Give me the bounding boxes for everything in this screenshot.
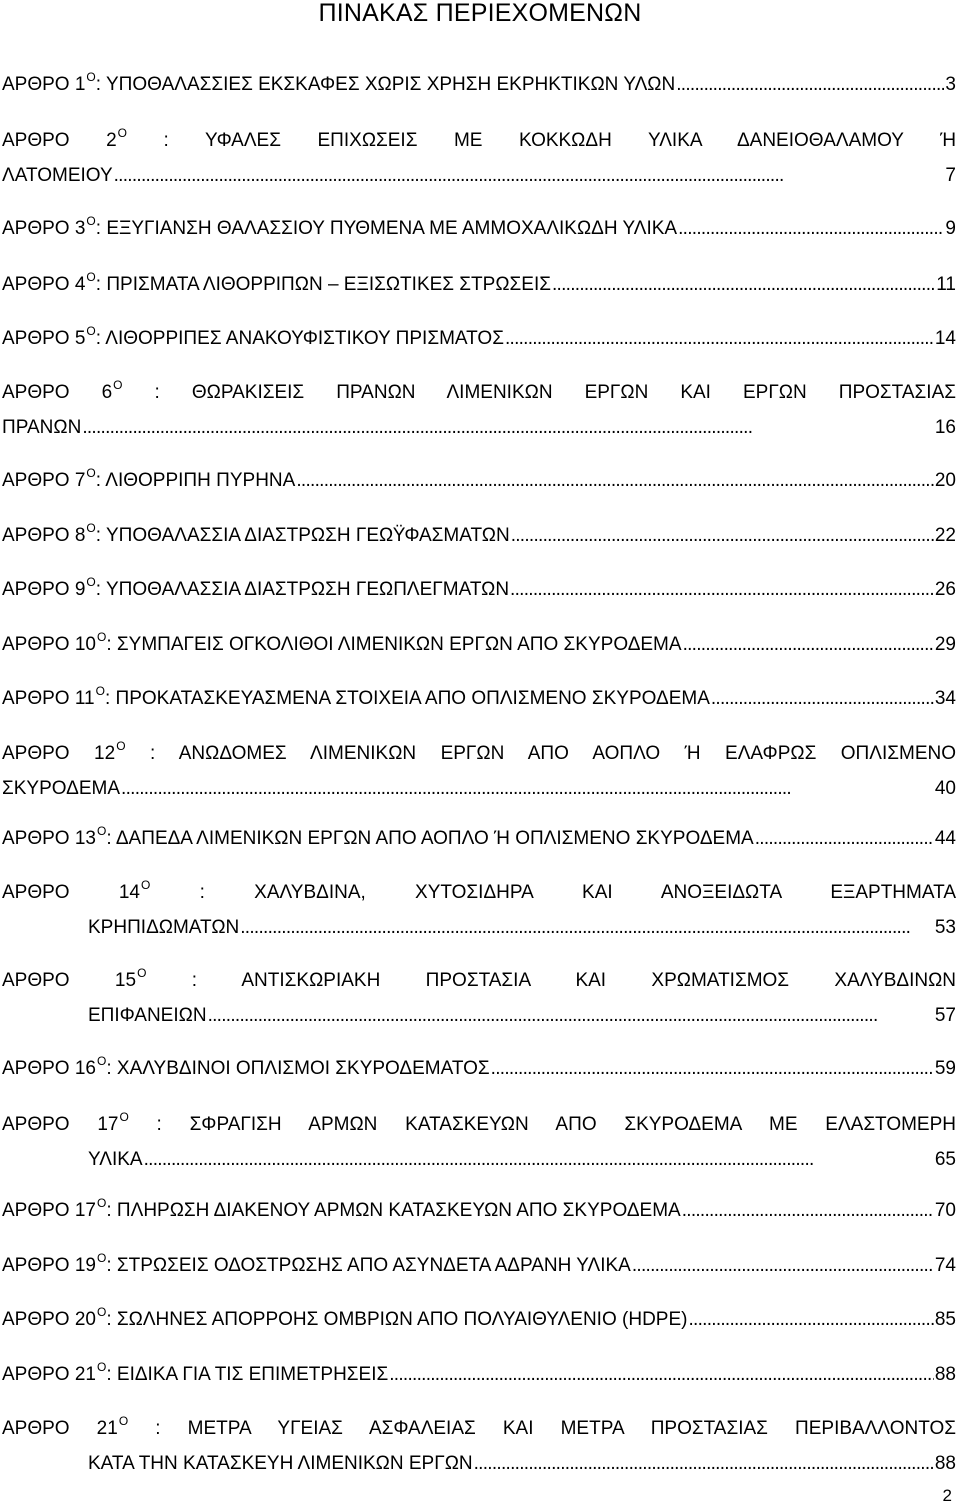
toc-page-number: 26 <box>934 579 956 600</box>
toc-entry[interactable] <box>2 822 956 857</box>
article-number: ΑΡΘΡΟ 17 <box>2 1200 96 1221</box>
toc-entry-title: : ΠΡΙΣΜΑΤΑ ΛΙΘΟΡΡΙΠΩΝ – ΕΞΙΣΩΤΙΚΕΣ ΣΤΡΩΣΕΙΣ <box>95 274 551 295</box>
ordinal-superscript: Ο <box>119 1110 129 1124</box>
toc-entry[interactable] <box>2 268 956 303</box>
ordinal-superscript: Ο <box>86 70 96 84</box>
article-number: ΑΡΘΡΟ 4 <box>2 274 86 295</box>
ordinal-superscript: Ο <box>137 966 147 980</box>
dot-leader <box>552 268 935 302</box>
dot-leader <box>505 322 934 356</box>
toc-entry-title-continued: ΠΡΑΝΩΝ <box>2 417 82 438</box>
toc-page-number: 29 <box>934 634 956 655</box>
toc-page-number: 88 <box>934 1364 956 1385</box>
toc-entry[interactable] <box>2 519 956 554</box>
article-number: ΑΡΘΡΟ 8 <box>2 525 86 546</box>
toc-entry-title: : ΣΥΜΠΑΓΕΙΣ ΟΓΚΟΛΙΘΟΙ ΛΙΜΕΝΙΚΩΝ ΕΡΓΩΝ ΑΠΟ ΣΚΥΡΟΔΕΜΑ <box>106 634 682 655</box>
dot-leader <box>510 573 934 607</box>
page-number: 2 <box>942 1486 952 1505</box>
toc-entry-title: : ΠΛΗΡΩΣΗ ΔΙΑΚΕΝΟΥ ΑΡΜΩΝ ΚΑΤΑΣΚΕΥΩΝ ΑΠΟ ΣΚΥΡΟΔΕΜΑ <box>106 1200 681 1221</box>
article-number: ΑΡΘΡΟ 21 <box>2 1418 118 1439</box>
ordinal-superscript: Ο <box>97 1251 107 1265</box>
dot-leader <box>144 1143 934 1177</box>
article-number: ΑΡΘΡΟ 1 <box>2 74 86 95</box>
toc-entry[interactable] <box>2 1412 956 1481</box>
dot-leader <box>682 1194 934 1228</box>
dot-leader <box>208 999 934 1033</box>
ordinal-superscript: Ο <box>86 324 96 338</box>
toc-entry-title: : ΣΤΡΩΣΕΙΣ ΟΔΟΣΤΡΩΣΗΣ ΑΠΟ ΑΣΥΝΔΕΤΑ ΑΔΡΑΝΗ ΥΛΙΚΑ <box>106 1255 631 1276</box>
page-title: ΠΙΝΑΚΑΣ ΠΕΡΙΕΧΟΜΕΝΩΝ <box>318 0 642 27</box>
toc-entry-title-continued: ΛΑΤΟΜΕΙΟΥ <box>2 165 113 186</box>
article-number: ΑΡΘΡΟ 21 <box>2 1364 96 1385</box>
dot-leader <box>678 212 944 246</box>
ordinal-superscript: Ο <box>97 1054 107 1068</box>
ordinal-superscript: Ο <box>86 466 96 480</box>
toc-entry[interactable] <box>2 964 956 1033</box>
toc-page-number: 14 <box>934 328 956 349</box>
article-number: ΑΡΘΡΟ 5 <box>2 328 86 349</box>
ordinal-superscript: Ο <box>97 824 107 838</box>
article-number: ΑΡΘΡΟ 16 <box>2 1058 96 1079</box>
toc-page-number: 16 <box>934 417 956 438</box>
toc-entry[interactable] <box>2 737 956 806</box>
article-number: ΑΡΘΡΟ 20 <box>2 1309 96 1330</box>
toc-page-number: 88 <box>934 1453 956 1474</box>
toc-entry-title-continued: ΣΚΥΡΟΔΕΜΑ <box>2 778 121 799</box>
toc-page-number: 11 <box>936 274 956 295</box>
article-number: ΑΡΘΡΟ 2 <box>2 130 117 151</box>
toc-page-number: 3 <box>945 74 956 95</box>
toc-page-number: 70 <box>934 1200 956 1221</box>
dot-leader <box>474 1447 934 1481</box>
ordinal-superscript: Ο <box>97 1196 107 1210</box>
toc-entry-title: : ΑΝΤΙΣΚΩΡΙΑΚΗ ΠΡΟΣΤΑΣΙΑ ΚΑΙ ΧΡΩΜΑΤΙΣΜΟΣ ΧΑΛΥΒΔΙΝΩΝ <box>191 970 956 991</box>
toc-entry[interactable] <box>2 628 956 663</box>
ordinal-superscript: Ο <box>86 214 96 228</box>
toc-entry-title: : ΥΠΟΘΑΛΑΣΣΙΑ ΔΙΑΣΤΡΩΣΗ ΓΕΩΠΛΕΓΜΑΤΩΝ <box>95 579 510 600</box>
toc-page-number: 44 <box>934 828 956 849</box>
article-number: ΑΡΘΡΟ 3 <box>2 218 86 239</box>
dot-leader <box>240 911 934 945</box>
toc-entry-title: : ΔΑΠΕΔΑ ΛΙΜΕΝΙΚΩΝ ΕΡΓΩΝ ΑΠΟ ΑΟΠΛΟ Ή ΟΠΛΙΣΜΕΝΟ ΣΚΥΡΟΔΕΜΑ <box>106 828 754 849</box>
toc-entry-title-continued: ΚΑΤΑ ΤΗΝ ΚΑΤΑΣΚΕΥΗ ΛΙΜΕΝΙΚΩΝ ΕΡΓΩΝ <box>88 1453 473 1474</box>
toc-entry[interactable] <box>2 1194 956 1229</box>
dot-leader <box>755 822 934 856</box>
toc-page-number: 9 <box>945 218 956 239</box>
ordinal-superscript: Ο <box>86 575 96 589</box>
ordinal-superscript: Ο <box>118 1414 129 1428</box>
toc-entry-title: : ΥΠΟΘΑΛΑΣΣΙΕΣ ΕΚΣΚΑΦΕΣ ΧΩΡΙΣ ΧΡΗΣΗ ΕΚΡΗΚΤΙΚΩΝ ΥΛΩΝ <box>95 74 676 95</box>
toc-page-number: 34 <box>934 688 956 709</box>
dot-leader <box>114 159 945 193</box>
toc-entry[interactable] <box>2 1358 956 1393</box>
toc-page-number: 74 <box>934 1255 956 1276</box>
toc-entry[interactable] <box>2 1108 956 1177</box>
toc-entry-title: : ΠΡΟΚΑΤΑΣΚΕΥΑΣΜΕΝΑ ΣΤΟΙΧΕΙΑ ΑΠΟ ΟΠΛΙΣΜΕΝΟ ΣΚΥΡΟΔΕΜΑ <box>104 688 710 709</box>
ordinal-superscript: Ο <box>95 684 105 698</box>
toc-entry-title-continued: ΚΡΗΠΙΔΩΜΑΤΩΝ <box>88 917 240 938</box>
toc-entry[interactable] <box>2 682 956 717</box>
article-number: ΑΡΘΡΟ 10 <box>2 634 96 655</box>
toc-entry[interactable] <box>2 876 956 945</box>
article-number: ΑΡΘΡΟ 7 <box>2 470 86 491</box>
toc-entry[interactable] <box>2 68 956 103</box>
dot-leader <box>389 1358 934 1392</box>
dot-leader <box>632 1249 934 1283</box>
toc-entry-title: : ΧΑΛΥΒΔΙΝΟΙ ΟΠΛΙΣΜΟΙ ΣΚΥΡΟΔΕΜΑΤΟΣ <box>106 1058 490 1079</box>
article-number: ΑΡΘΡΟ 17 <box>2 1114 119 1135</box>
toc-entry[interactable] <box>2 1303 956 1338</box>
dot-leader <box>683 628 934 662</box>
dot-leader <box>711 682 934 716</box>
toc-page-number: 22 <box>934 525 956 546</box>
toc-entry[interactable] <box>2 376 956 445</box>
toc-entry-title: : ΕΞΥΓΙΑΝΣΗ ΘΑΛΑΣΣΙΟΥ ΠΥΘΜΕΝΑ ΜΕ ΑΜΜΟΧΑΛΙΚΩΔΗ ΥΛΙΚΑ <box>95 218 678 239</box>
dot-leader <box>511 519 934 553</box>
ordinal-superscript: Ο <box>116 739 126 753</box>
toc-entry[interactable] <box>2 212 956 247</box>
article-number: ΑΡΘΡΟ 15 <box>2 970 137 991</box>
toc-entry-title: : ΣΩΛΗΝΕΣ ΑΠΟΡΡΟΗΣ ΟΜΒΡΙΩΝ ΑΠΟ ΠΟΛΥΑΙΘΥΛΕΝΙΟ (HDPE) <box>106 1309 688 1330</box>
article-number: ΑΡΘΡΟ 6 <box>2 382 113 403</box>
dot-leader <box>121 772 934 806</box>
ordinal-superscript: Ο <box>97 1360 107 1374</box>
article-number: ΑΡΘΡΟ 13 <box>2 828 96 849</box>
toc-page-number: 20 <box>934 470 956 491</box>
toc-entry[interactable] <box>2 1249 956 1284</box>
toc-entry-title: : ΧΑΛΥΒΔΙΝΑ, ΧΥΤΟΣΙΔΗΡΑ ΚΑΙ ΑΝΟΞΕΙΔΩΤΑ ΕΞΑΡΤΗΜΑΤΑ <box>199 882 956 903</box>
article-number: ΑΡΘΡΟ 11 <box>2 688 95 709</box>
article-number: ΑΡΘΡΟ 9 <box>2 579 86 600</box>
toc-entry[interactable] <box>2 1052 956 1087</box>
ordinal-superscript: Ο <box>97 1305 107 1319</box>
toc-entry-title: : ΕΙΔΙΚΑ ΓΙΑ ΤΙΣ ΕΠΙΜΕΤΡΗΣΕΙΣ <box>106 1364 389 1385</box>
dot-leader <box>296 464 934 498</box>
article-number: ΑΡΘΡΟ 19 <box>2 1255 96 1276</box>
toc-entry-title: : ΣΦΡΑΓΙΣΗ ΑΡΜΩΝ ΚΑΤΑΣΚΕΥΩΝ ΑΠΟ ΣΚΥΡΟΔΕΜΑ ΜΕ ΕΛΑΣΤΟΜΕΡΗ <box>156 1114 956 1135</box>
article-number: ΑΡΘΡΟ 12 <box>2 743 116 764</box>
toc-page-number: 40 <box>934 778 956 799</box>
toc-entry[interactable] <box>2 322 956 357</box>
ordinal-superscript: Ο <box>117 126 127 140</box>
toc-entry-title: : ΜΕΤΡΑ ΥΓΕΙΑΣ ΑΣΦΑΛΕΙΑΣ ΚΑΙ ΜΕΤΡΑ ΠΡΟΣΤΑΣΙΑΣ ΠΕΡΙΒΑΛΛΟΝΤΟΣ <box>155 1418 956 1439</box>
toc-entry-title: : ΥΠΟΘΑΛΑΣΣΙΑ ΔΙΑΣΤΡΩΣΗ ΓΕΩΫΦΑΣΜΑΤΩΝ <box>95 525 510 546</box>
toc-page-number: 65 <box>934 1149 956 1170</box>
toc-page-number: 59 <box>934 1058 956 1079</box>
dot-leader <box>676 68 944 102</box>
toc-entry-title: : ΘΩΡΑΚΙΣΕΙΣ ΠΡΑΝΩΝ ΛΙΜΕΝΙΚΩΝ ΕΡΓΩΝ ΚΑΙ ΕΡΓΩΝ ΠΡΟΣΤΑΣΙΑΣ <box>154 382 956 403</box>
ordinal-superscript: Ο <box>86 270 96 284</box>
toc-entry-title: : ΛΙΘΟΡΡΙΠΗ ΠΥΡΗΝΑ <box>95 470 296 491</box>
ordinal-superscript: Ο <box>97 630 107 644</box>
toc-entry[interactable] <box>2 573 956 608</box>
ordinal-superscript: Ο <box>86 521 96 535</box>
dot-leader <box>688 1303 933 1337</box>
toc-page-number: 85 <box>934 1309 956 1330</box>
toc-entry-title: : ΛΙΘΟΡΡΙΠΕΣ ΑΝΑΚΟΥΦΙΣΤΙΚΟΥ ΠΡΙΣΜΑΤΟΣ <box>95 328 504 349</box>
dot-leader <box>82 411 934 445</box>
toc-entry-title: : ΑΝΩΔΟΜΕΣ ΛΙΜΕΝΙΚΩΝ ΕΡΓΩΝ ΑΠΟ ΑΟΠΛΟ Ή ΕΛΑΦΡΩΣ ΟΠΛΙΣΜΕΝΟ <box>150 743 956 764</box>
toc-page-number: 7 <box>945 165 956 186</box>
ordinal-superscript: Ο <box>140 878 151 892</box>
toc-entry-title-continued: ΕΠΙΦΑΝΕΙΩΝ <box>88 1005 207 1026</box>
toc-page-number: 53 <box>934 917 956 938</box>
toc-entry-title: : ΥΦΑΛΕΣ ΕΠΙΧΩΣΕΙΣ ΜΕ ΚΟΚΚΩΔΗ ΥΛΙΚΑ ΔΑΝΕΙΟΘΑΛΑΜΟΥ Ή <box>163 130 956 151</box>
dot-leader <box>491 1052 934 1086</box>
toc-entry-title-continued: ΥΛΙΚΑ <box>88 1149 143 1170</box>
toc-entry[interactable] <box>2 124 956 193</box>
article-number: ΑΡΘΡΟ 14 <box>2 882 140 903</box>
toc-entry[interactable] <box>2 464 956 499</box>
toc-page-number: 57 <box>934 1005 956 1026</box>
ordinal-superscript: Ο <box>113 378 123 392</box>
